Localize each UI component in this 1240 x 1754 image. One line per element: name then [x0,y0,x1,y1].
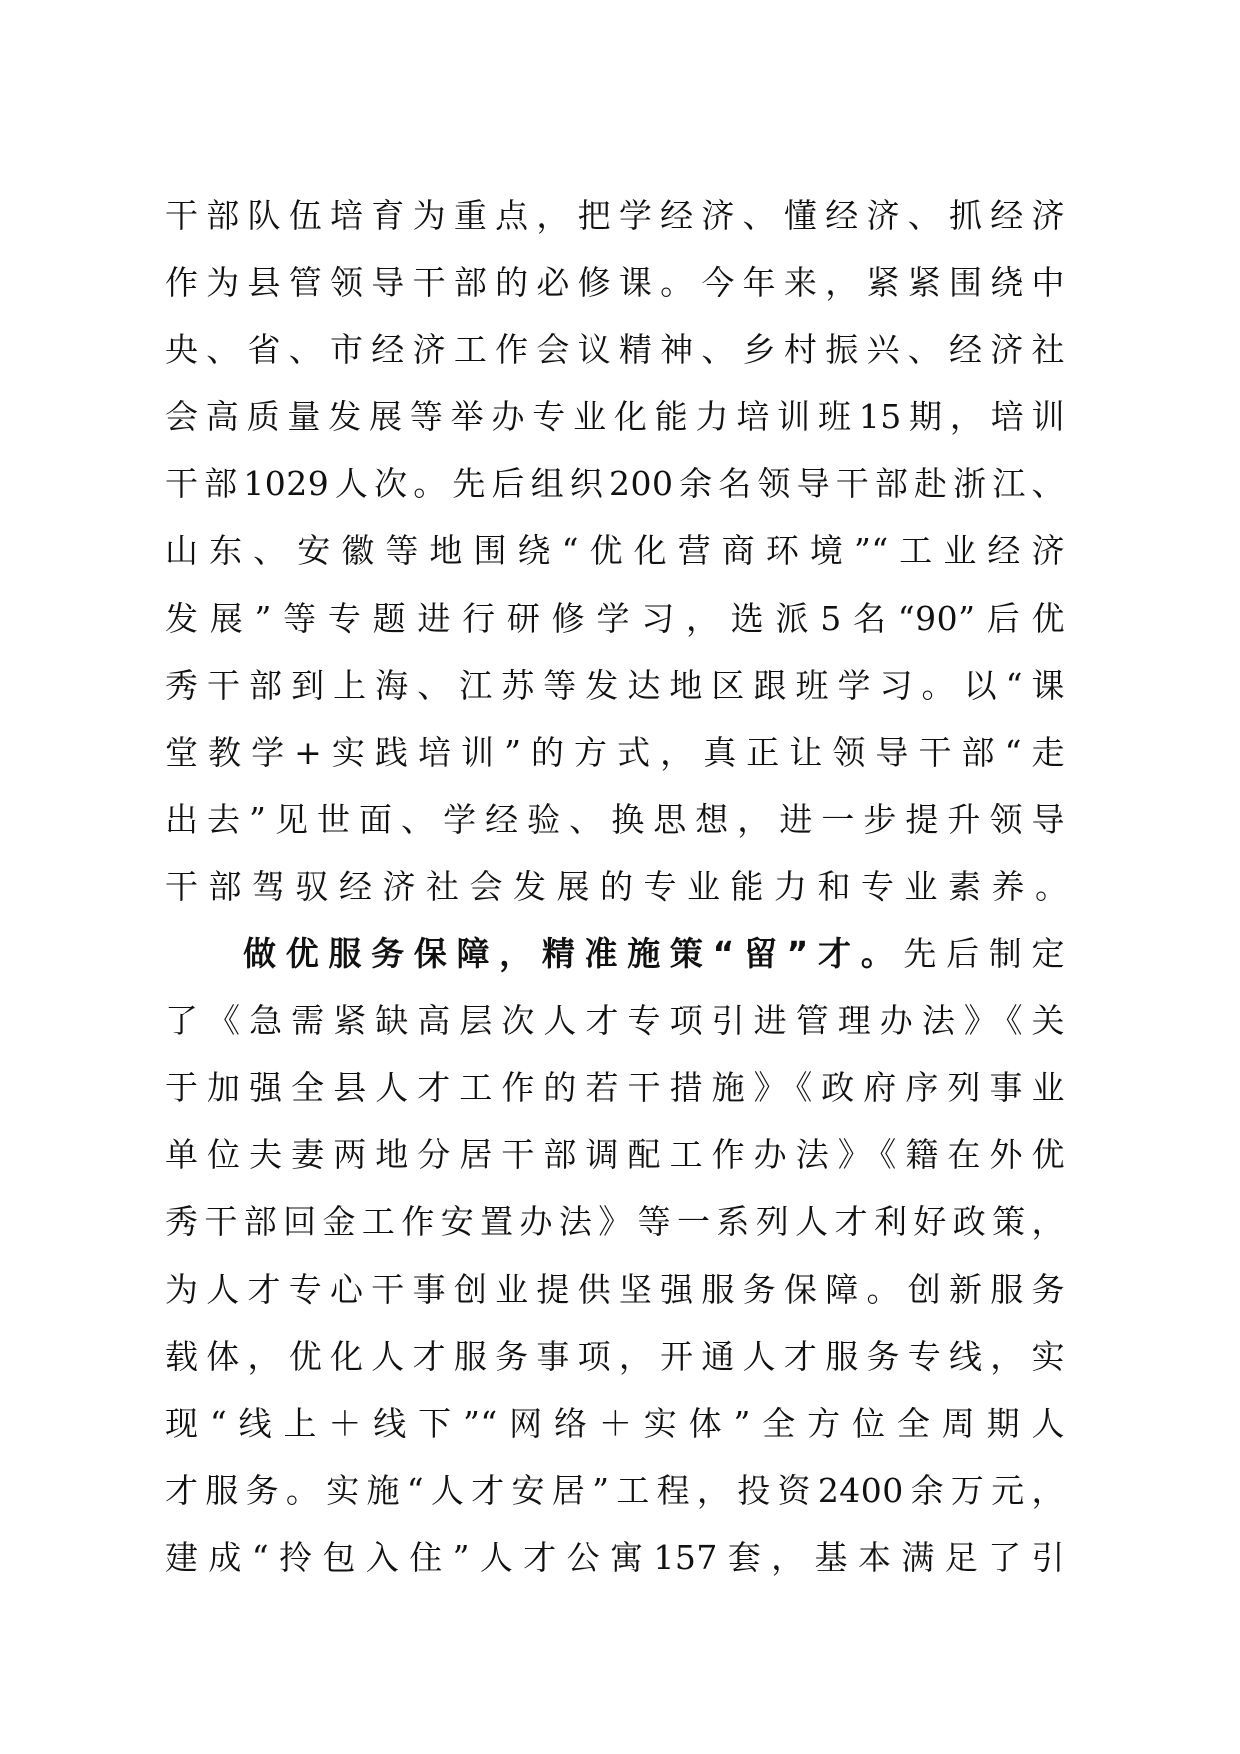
text-line: 秀干部回金工作安置办法》等一系列人才利好政策， [165,1202,1065,1242]
text-line: 了《急需紧缺高层次人才专项引进管理办法》《关 [165,1001,1065,1041]
text-line: 山东、安徽等地围绕“优化营商环境”“工业经济 [165,531,1065,571]
text-line: 于加强全县人才工作的若干措施》《政府序列事业 [165,1068,1065,1108]
text-line: 出去”见世面、学经验、换思想，进一步提升领导 [165,799,1065,839]
text-line: 为人才专心干事创业提供坚强服务保障。创新服务 [165,1269,1065,1309]
text-line: 干部1029人次。先后组织200余名领导干部赴浙江、 [165,464,1065,504]
text-line: 干部队伍培育为重点，把学经济、懂经济、抓经济 [165,196,1065,235]
text-line: 才服务。实施“人才安居”工程，投资2400余万元， [165,1470,1065,1510]
text-line: 会高质量发展等举办专业化能力培训班15期，培训 [165,397,1065,437]
paragraph-heading-line [165,920,1065,987]
text-line: 单位夫妻两地分居干部调配工作办法》《籍在外优 [165,1135,1065,1175]
text-line: 建成“拎包入住”人才公寓157套，基本满足了引 [165,1537,1065,1577]
text-line: 秀干部到上海、江苏等发达地区跟班学习。以“课 [165,665,1065,705]
heading-continuation: 先后制定 [903,934,1065,974]
paragraph-heading: 做优服务保障，精准施策“留”才。 [243,934,904,974]
text-line: 作为县管领导干部的必修课。今年来，紧紧围绕中 [165,263,1065,303]
body-text [165,182,1079,1591]
text-line: 发展”等专题进行研修学习，选派5名“90”后优 [165,598,1065,638]
text-line: 堂教学+实践培训”的方式，真正让领导干部“走 [165,732,1065,772]
text-line: 现“线上＋线下”“网络＋实体”全方位全周期人 [165,1403,1065,1443]
text-line: 央、省、市经济工作会议精神、乡村振兴、经济社 [165,330,1065,370]
text-line: 载体，优化人才服务事项，开通人才服务专线，实 [165,1336,1065,1376]
text-line: 干部驾驭经济社会发展的专业能力和专业素养。 [165,866,1079,906]
